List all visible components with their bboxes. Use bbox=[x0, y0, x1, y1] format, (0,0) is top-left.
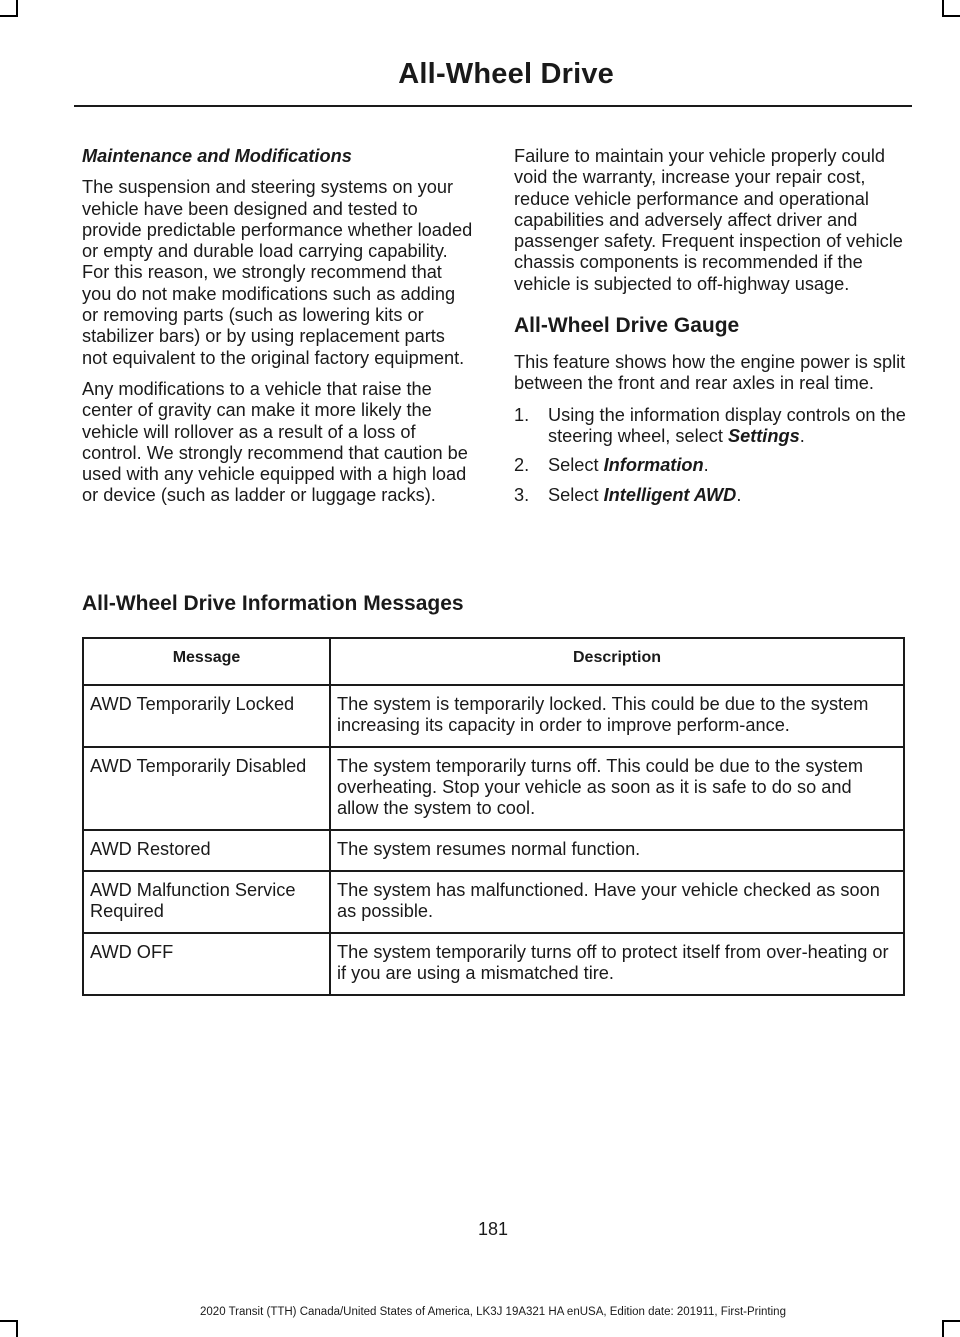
table-row bbox=[83, 685, 904, 747]
crop-mark bbox=[16, 1320, 18, 1337]
footer-edition-info: 2020 Transit (TTH) Canada/United States of America, LK3J 19A321 HA enUSA, Edition date: 201911, First-Printing bbox=[200, 1306, 786, 1318]
table-row bbox=[83, 830, 904, 871]
description-cell: The system temporarily turns off. This could be due to the system overheating. Stop your vehicle as soon as it is safe to do so and allow the system to cool. bbox=[330, 747, 904, 830]
step-number: 3. bbox=[514, 484, 530, 505]
step-number: 1. bbox=[514, 404, 530, 425]
gauge-intro: This feature shows how the engine power is split between the front and rear axles in real time. bbox=[514, 352, 906, 394]
menu-item-name: Settings bbox=[727, 425, 800, 446]
description-cell: The system is temporarily locked. This could be due to the system increasing its capacity in order to improve perform-ance. bbox=[330, 685, 904, 747]
message-cell: AWD OFF bbox=[83, 933, 330, 995]
right-column bbox=[514, 146, 908, 514]
body-paragraph: The suspension and steering systems on your vehicle have been designed and tested to provide predictable performance whether loaded or empty and durable load carrying capability. For this reason, we strongly recommend that you do not make modifications such as adding or removing parts (such as lowering kits or stabilizer bars) or by using replacement parts not equivalent to the original factory equipment. bbox=[82, 177, 473, 368]
body-paragraph: Failure to maintain your vehicle properly could void the warranty, increase your repair cost, reduce vehicle performance and operational capabilities and adversely affect driver and passenger safety. Frequent inspection of vehicle chassis components is recommended if the vehicle is subjected to off-highway usage. bbox=[514, 146, 903, 294]
table-header-row bbox=[83, 638, 904, 685]
step-item: 1. Using the information display controls on the steering wheel, select Settings. bbox=[514, 404, 906, 446]
column-header-description: Description bbox=[330, 638, 904, 685]
step-number: 2. bbox=[514, 455, 530, 476]
step-text: Select bbox=[548, 455, 604, 476]
left-column bbox=[82, 146, 474, 517]
step-list bbox=[514, 405, 908, 506]
message-cell: AWD Temporarily Locked bbox=[83, 685, 330, 747]
description-cell: The system resumes normal function. bbox=[330, 830, 904, 871]
messages-table bbox=[82, 637, 905, 996]
message-cell: AWD Restored bbox=[83, 830, 330, 871]
message-cell: AWD Temporarily Disabled bbox=[83, 747, 330, 830]
page-number: 181 bbox=[477, 1219, 509, 1239]
step-text: Select bbox=[548, 484, 604, 505]
table-row bbox=[83, 933, 904, 995]
body-paragraph: Any modifications to a vehicle that raise the center of gravity can make it more likely the vehicle will rollover as a result of a loss of control. We strongly recommend that caution be used with any vehicle equipped with a high load or device (such as ladder or luggage racks). bbox=[82, 378, 468, 506]
menu-item-name: Intelligent AWD bbox=[603, 484, 737, 505]
step-item: 3. Select Intelligent AWD. bbox=[514, 484, 742, 505]
column-header-message: Message bbox=[83, 638, 330, 685]
crop-mark bbox=[16, 0, 18, 16]
table-row bbox=[83, 747, 904, 830]
description-cell: The system temporarily turns off to protect itself from over-heating or if you are using a mismatched tire. bbox=[330, 933, 904, 995]
step-text: Using the information display controls on the steering wheel, select bbox=[548, 404, 906, 446]
crop-mark bbox=[942, 1320, 944, 1337]
header-divider bbox=[74, 105, 912, 107]
menu-item-name: Information bbox=[603, 455, 704, 476]
description-cell: The system has malfunctioned. Have your vehicle checked as soon as possible. bbox=[330, 871, 904, 933]
section-title: All-Wheel Drive Information Messages bbox=[82, 592, 464, 615]
maintenance-subheading: Maintenance and Modifications bbox=[82, 146, 352, 166]
gauge-heading: All-Wheel Drive Gauge bbox=[514, 314, 740, 338]
message-cell: AWD Malfunction Service Required bbox=[83, 871, 330, 933]
crop-mark bbox=[942, 0, 944, 16]
crop-mark bbox=[942, 1320, 960, 1322]
table-row bbox=[83, 871, 904, 933]
step-item: 2. Select Information. bbox=[514, 455, 709, 476]
page-title: All-Wheel Drive bbox=[398, 58, 614, 90]
crop-mark bbox=[942, 15, 960, 17]
